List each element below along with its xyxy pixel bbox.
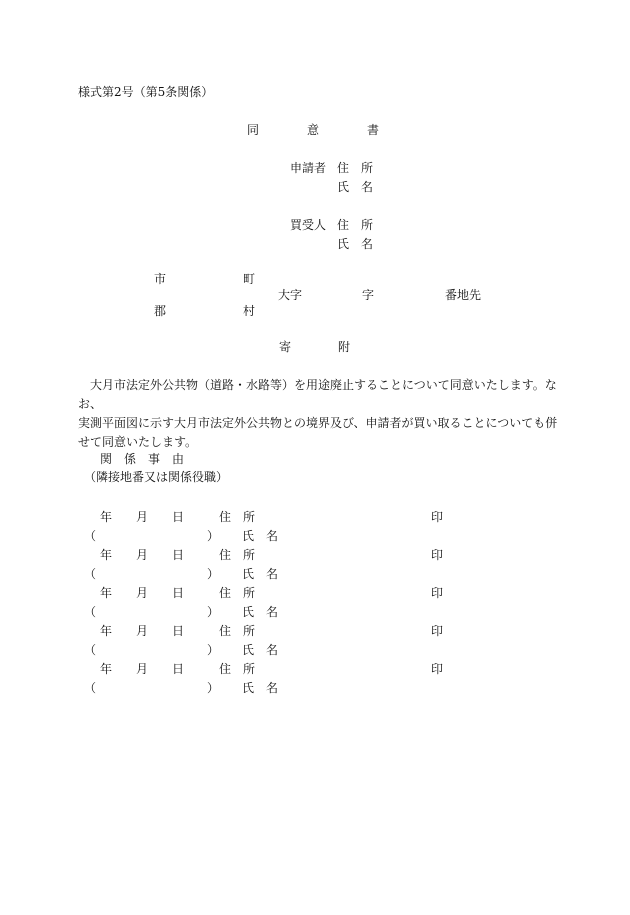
- applicant-role: 申請者: [290, 161, 327, 175]
- buyer-address-label: 住 所: [337, 218, 374, 232]
- entry-name: 氏 名: [242, 681, 279, 695]
- entry-address: 住 所: [219, 548, 256, 562]
- entry-month: 月: [136, 510, 149, 524]
- location-city: 市: [154, 272, 167, 286]
- entry-address: 住 所: [219, 510, 256, 524]
- entry-year: 年: [100, 586, 113, 600]
- buyer-role: 買受人: [290, 218, 327, 232]
- entry-address: 住 所: [219, 662, 256, 676]
- entry-paren-close: ）: [207, 643, 220, 657]
- entry-paren-close: ）: [207, 529, 220, 543]
- entry-day: 日: [172, 510, 185, 524]
- entry-paren-close: ）: [207, 681, 220, 695]
- entry-paren-close: ）: [207, 567, 220, 581]
- entry-month: 月: [136, 548, 149, 562]
- entry-year: 年: [100, 548, 113, 562]
- entry-month: 月: [136, 624, 149, 638]
- location-aza: 字: [362, 288, 375, 302]
- location-county: 郡: [154, 304, 167, 318]
- entry-year: 年: [100, 624, 113, 638]
- entry-year: 年: [100, 510, 113, 524]
- entry-paren-open: （: [84, 681, 97, 695]
- entry-paren-open: （: [84, 643, 97, 657]
- title-char-2: 意: [307, 123, 320, 137]
- applicant-address-label: 住 所: [337, 161, 374, 175]
- location-oaza: 大字: [278, 288, 303, 302]
- entry-paren-open: （: [84, 605, 97, 619]
- entry-seal: 印: [431, 548, 444, 562]
- entry-day: 日: [172, 662, 185, 676]
- entry-month: 月: [136, 662, 149, 676]
- consent-line-3: せて同意いたします。: [78, 435, 198, 449]
- relation-heading: 関 係 事 由: [100, 452, 185, 466]
- kifu-char-1: 寄: [279, 340, 292, 354]
- buyer-name-label: 氏 名: [337, 237, 374, 251]
- consent-statement: [78, 376, 560, 452]
- title-char-3: 書: [367, 123, 380, 137]
- entry-seal: 印: [431, 624, 444, 638]
- applicant-name-label: 氏 名: [337, 180, 374, 194]
- entry-name: 氏 名: [242, 643, 279, 657]
- kifu-char-2: 附: [338, 340, 351, 354]
- consent-line-2: 実測平面図に示す大月市法定外公共物との境界及び、申請者が買い取ることについても併: [78, 416, 558, 430]
- entry-address: 住 所: [219, 624, 256, 638]
- entry-paren-open: （: [84, 529, 97, 543]
- location-banchi: 番地先: [445, 288, 482, 302]
- location-town: 町: [243, 272, 256, 286]
- entry-name: 氏 名: [242, 529, 279, 543]
- entry-day: 日: [172, 586, 185, 600]
- relation-subheading: （隣接地番又は関係役職）: [84, 470, 229, 484]
- entry-seal: 印: [431, 510, 444, 524]
- entry-day: 日: [172, 548, 185, 562]
- form-number: 様式第2号（第5条関係）: [78, 85, 214, 99]
- entry-paren-close: ）: [207, 605, 220, 619]
- consent-line-1: 大月市法定外公共物（道路・水路等）を用途廃止することについて同意いたします。なお、: [78, 378, 557, 411]
- entry-seal: 印: [431, 662, 444, 676]
- entry-day: 日: [172, 624, 185, 638]
- entry-name: 氏 名: [242, 605, 279, 619]
- entry-seal: 印: [431, 586, 444, 600]
- entry-paren-open: （: [84, 567, 97, 581]
- entry-name: 氏 名: [242, 567, 279, 581]
- entry-year: 年: [100, 662, 113, 676]
- title-char-1: 同: [247, 123, 260, 137]
- entry-month: 月: [136, 586, 149, 600]
- location-village: 村: [243, 304, 256, 318]
- entry-address: 住 所: [219, 586, 256, 600]
